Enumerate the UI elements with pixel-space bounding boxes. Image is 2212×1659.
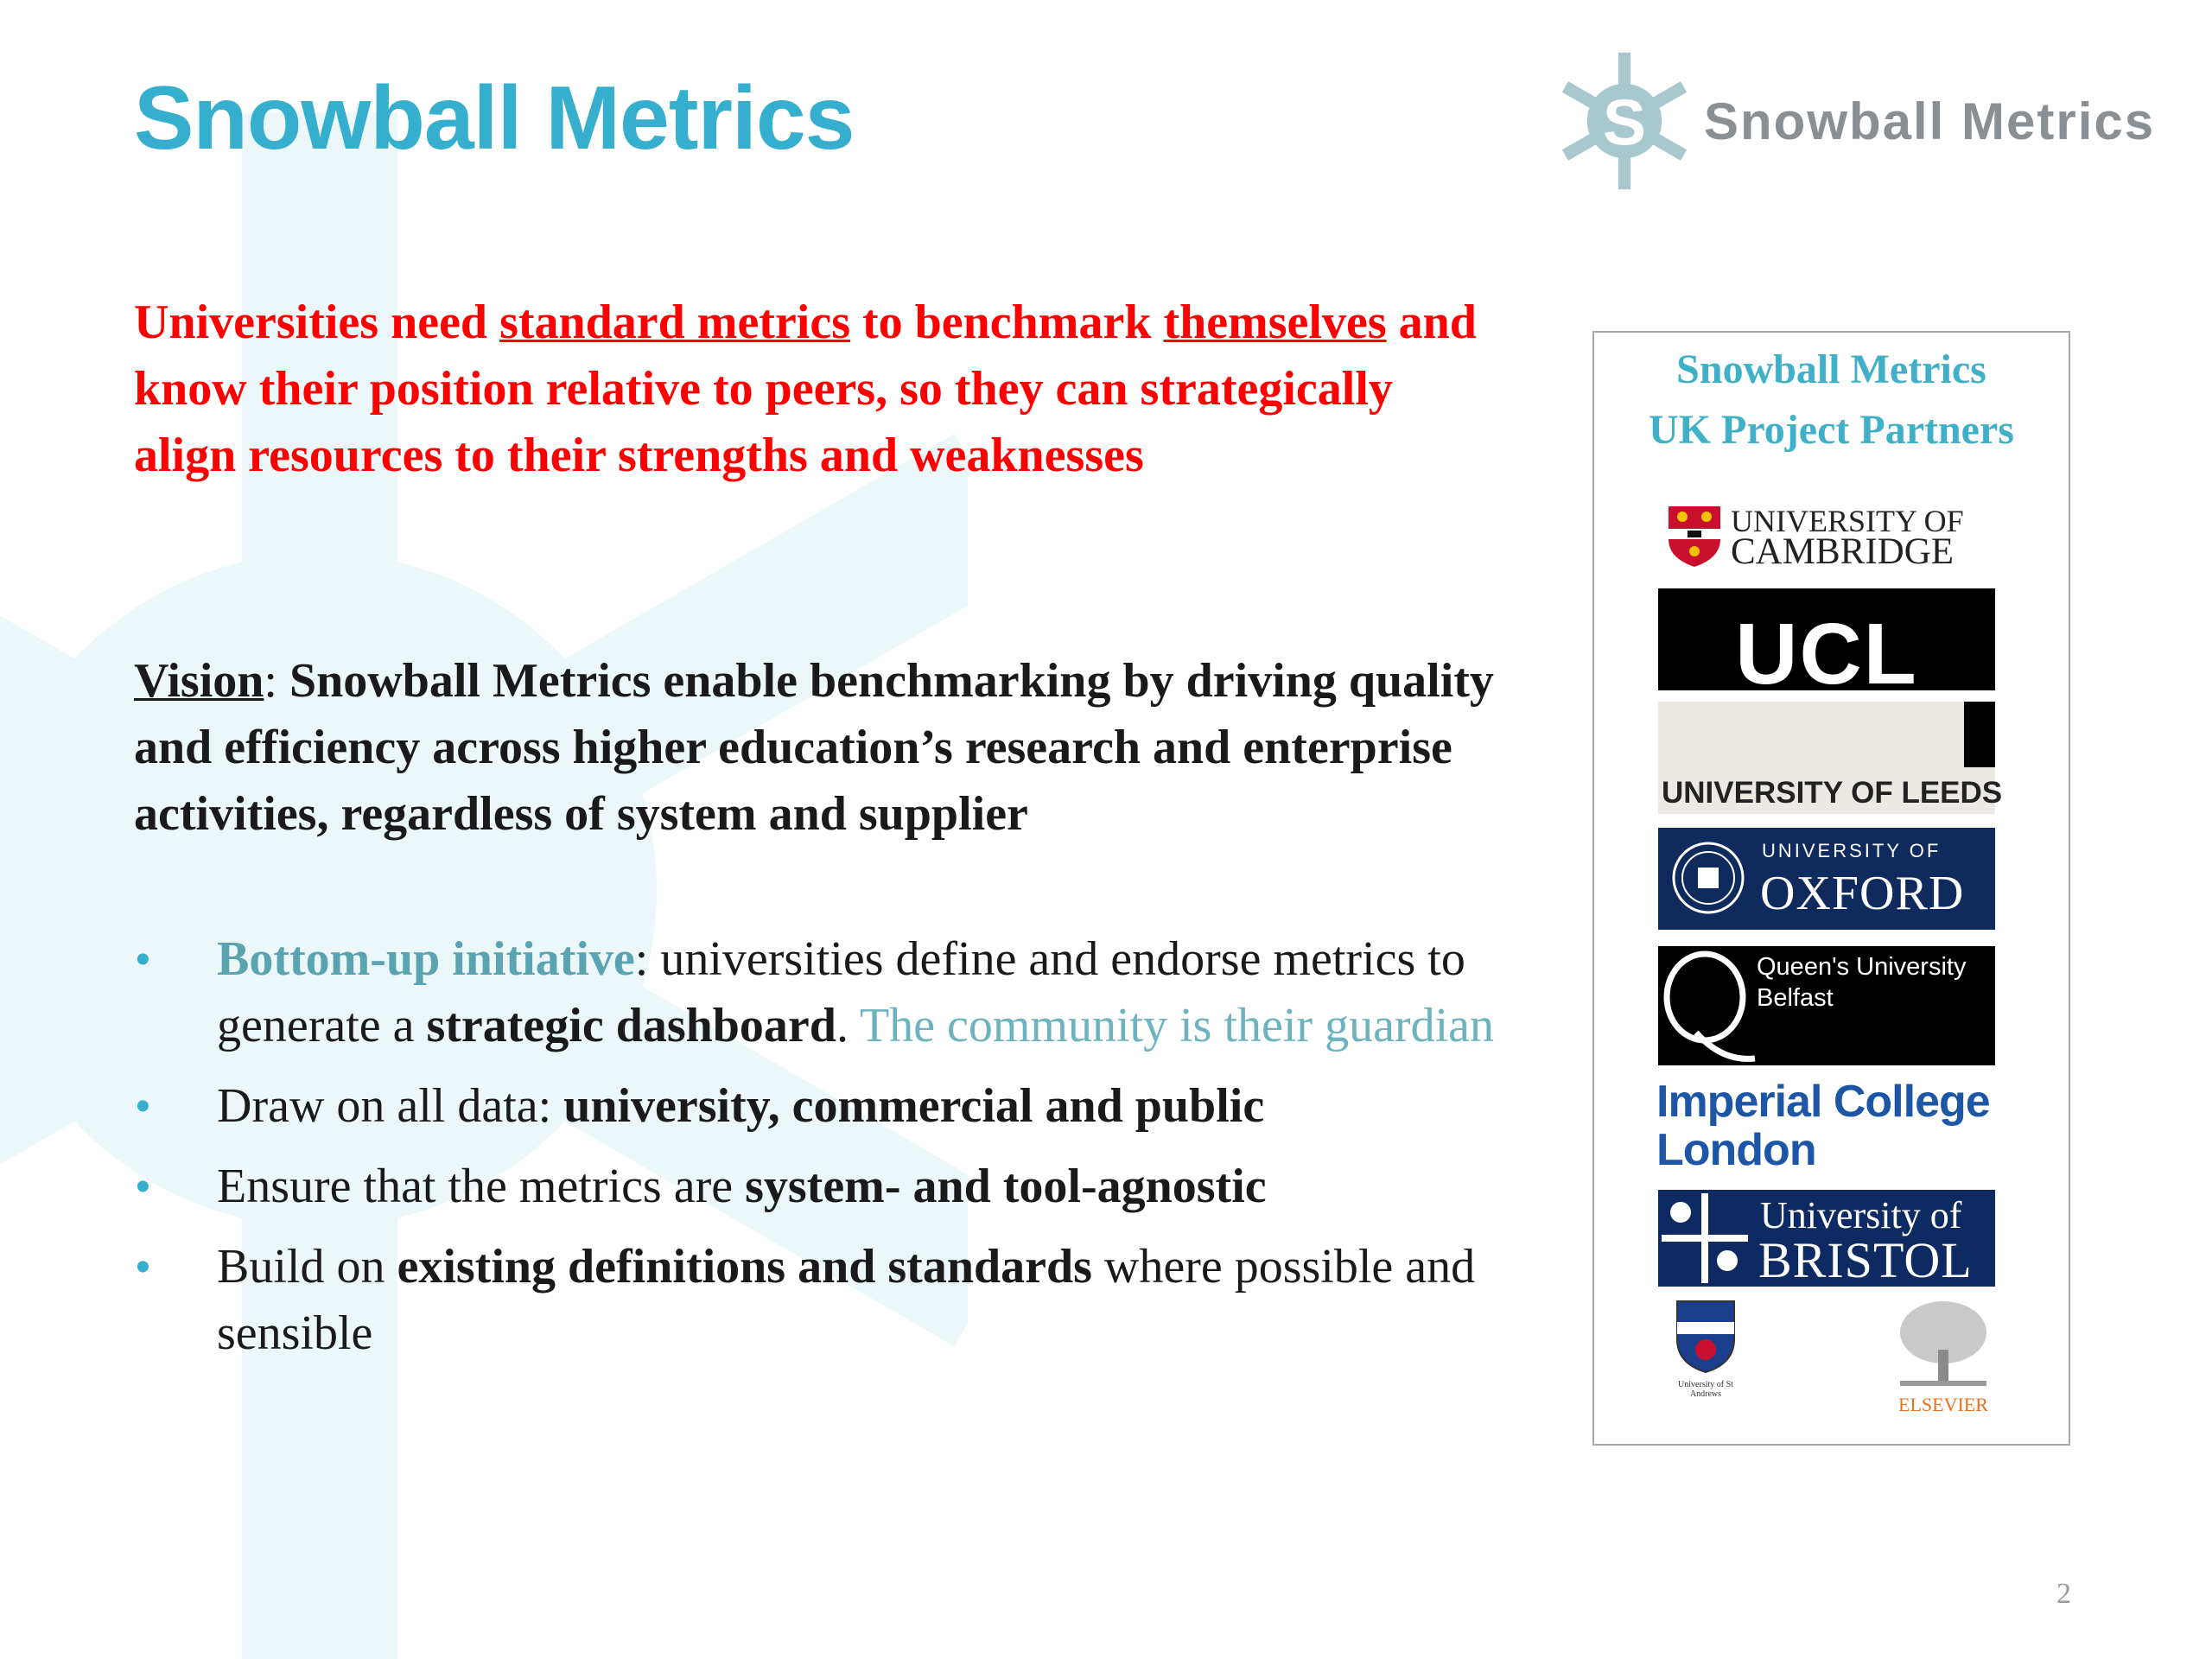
- elsevier-text: ELSEVIER: [1898, 1394, 1988, 1415]
- bullet-marker: •: [136, 937, 150, 982]
- queens-q-icon: [1662, 950, 1757, 1065]
- bristol-line-2: BRISTOL: [1758, 1232, 1973, 1288]
- oxford-line-1: UNIVERSITY OF: [1762, 840, 1942, 861]
- partners-title-line-1: Snowball Metrics: [1676, 346, 1986, 392]
- bullet-bold: university, commercial and public: [563, 1079, 1265, 1133]
- intro-part-1: Universities need: [134, 296, 500, 349]
- leeds-text: UNIVERSITY OF LEEDS: [1662, 776, 2003, 810]
- elsevier-logo: [1891, 1298, 1995, 1419]
- slide-title: Snowball Metrics: [134, 68, 855, 168]
- st-andrews-shield-icon: [1674, 1298, 1738, 1376]
- imperial-line-1: Imperial College: [1656, 1077, 1990, 1127]
- bullet-lead: Bottom-up initiative: [217, 932, 635, 986]
- oxford-line-2: OXFORD: [1760, 867, 1965, 920]
- queens-line-1: Queen's University: [1757, 953, 1967, 981]
- bullet-item: [134, 926, 1499, 1059]
- svg-text:S: S: [1603, 86, 1646, 159]
- bullet-bold: existing definitions and standards: [397, 1240, 1092, 1294]
- bullet-bold: strategic dashboard: [426, 999, 836, 1052]
- vision-colon: :: [264, 654, 289, 708]
- elsevier-tree-icon: [1895, 1298, 1992, 1388]
- bristol-line-1: University of: [1760, 1194, 1962, 1236]
- bullet-text: .: [836, 999, 860, 1052]
- page-number: 2: [2056, 1578, 2071, 1610]
- ucl-logo: [1658, 588, 1995, 690]
- intro-standard-metrics: standard metrics: [499, 296, 851, 349]
- bullet-item: [134, 1234, 1499, 1367]
- st-andrews-logo: [1667, 1298, 1745, 1419]
- bullet-marker: •: [136, 1084, 150, 1129]
- bullet-text: : universities define and endorse metrics to generate a: [217, 932, 1465, 1052]
- vision-statement: [134, 648, 1516, 848]
- cambridge-logo: [1667, 502, 1995, 571]
- cambridge-text: [1731, 504, 1964, 572]
- partners-panel: [1592, 331, 2070, 1446]
- bullet-item: [134, 1073, 1499, 1140]
- bullet-item: [134, 1154, 1499, 1220]
- intro-part-3: to benchmark: [850, 296, 1164, 349]
- intro-themselves: themselves: [1163, 296, 1387, 349]
- queens-belfast-logo: [1658, 946, 1995, 1065]
- oxford-seal-icon: [1670, 840, 1746, 916]
- intro-statement: [134, 289, 1482, 489]
- partners-title: [1594, 340, 2069, 461]
- cambridge-line-2: CAMBRIDGE: [1731, 531, 1955, 572]
- snowflake-s-icon: [1562, 52, 1687, 190]
- imperial-logo: [1656, 1077, 2002, 1181]
- bristol-logo: [1658, 1190, 1995, 1287]
- bullet-text: Ensure that the metrics are: [217, 1160, 746, 1213]
- cambridge-line-1: UNIVERSITY OF: [1731, 504, 1964, 538]
- vision-label: Vision: [134, 654, 264, 708]
- bullet-text: Build on: [217, 1240, 397, 1294]
- bullet-list: [134, 926, 1499, 1381]
- cambridge-shield-icon: [1667, 505, 1722, 569]
- snowball-metrics-logo: [1562, 52, 2155, 190]
- leeds-logo: [1658, 702, 2003, 814]
- logo-text: Snowball Metrics: [1704, 92, 2156, 150]
- queens-line-2: Belfast: [1757, 984, 1834, 1012]
- bullet-tail: The community is their guardian: [859, 999, 1494, 1052]
- ucl-text: UCL: [1735, 606, 1918, 690]
- partners-title-line-2: UK Project Partners: [1649, 407, 2014, 453]
- vision-text: Snowball Metrics enable benchmarking by driving quality and efficiency across higher education’s research and enterprise activities, regardless of system and supplier: [134, 654, 1494, 841]
- oxford-logo: [1658, 828, 1995, 930]
- bullet-bold: system- and tool-agnostic: [745, 1160, 1267, 1213]
- bullet-tail: where possible and sensible: [217, 1240, 1476, 1360]
- intro-part-5: and know their position relative to peers, so they can strategically align resources to their strengths and weaknesses: [134, 296, 1477, 482]
- st-andrews-text: University of St Andrews: [1678, 1380, 1733, 1399]
- imperial-line-2: London: [1656, 1125, 1816, 1175]
- leeds-tower-icon: [1964, 702, 1995, 767]
- bullet-marker: •: [136, 1244, 150, 1290]
- bristol-crest-icon: [1662, 1193, 1748, 1283]
- bullet-marker: •: [136, 1164, 150, 1210]
- bullet-text: Draw on all data:: [217, 1079, 564, 1133]
